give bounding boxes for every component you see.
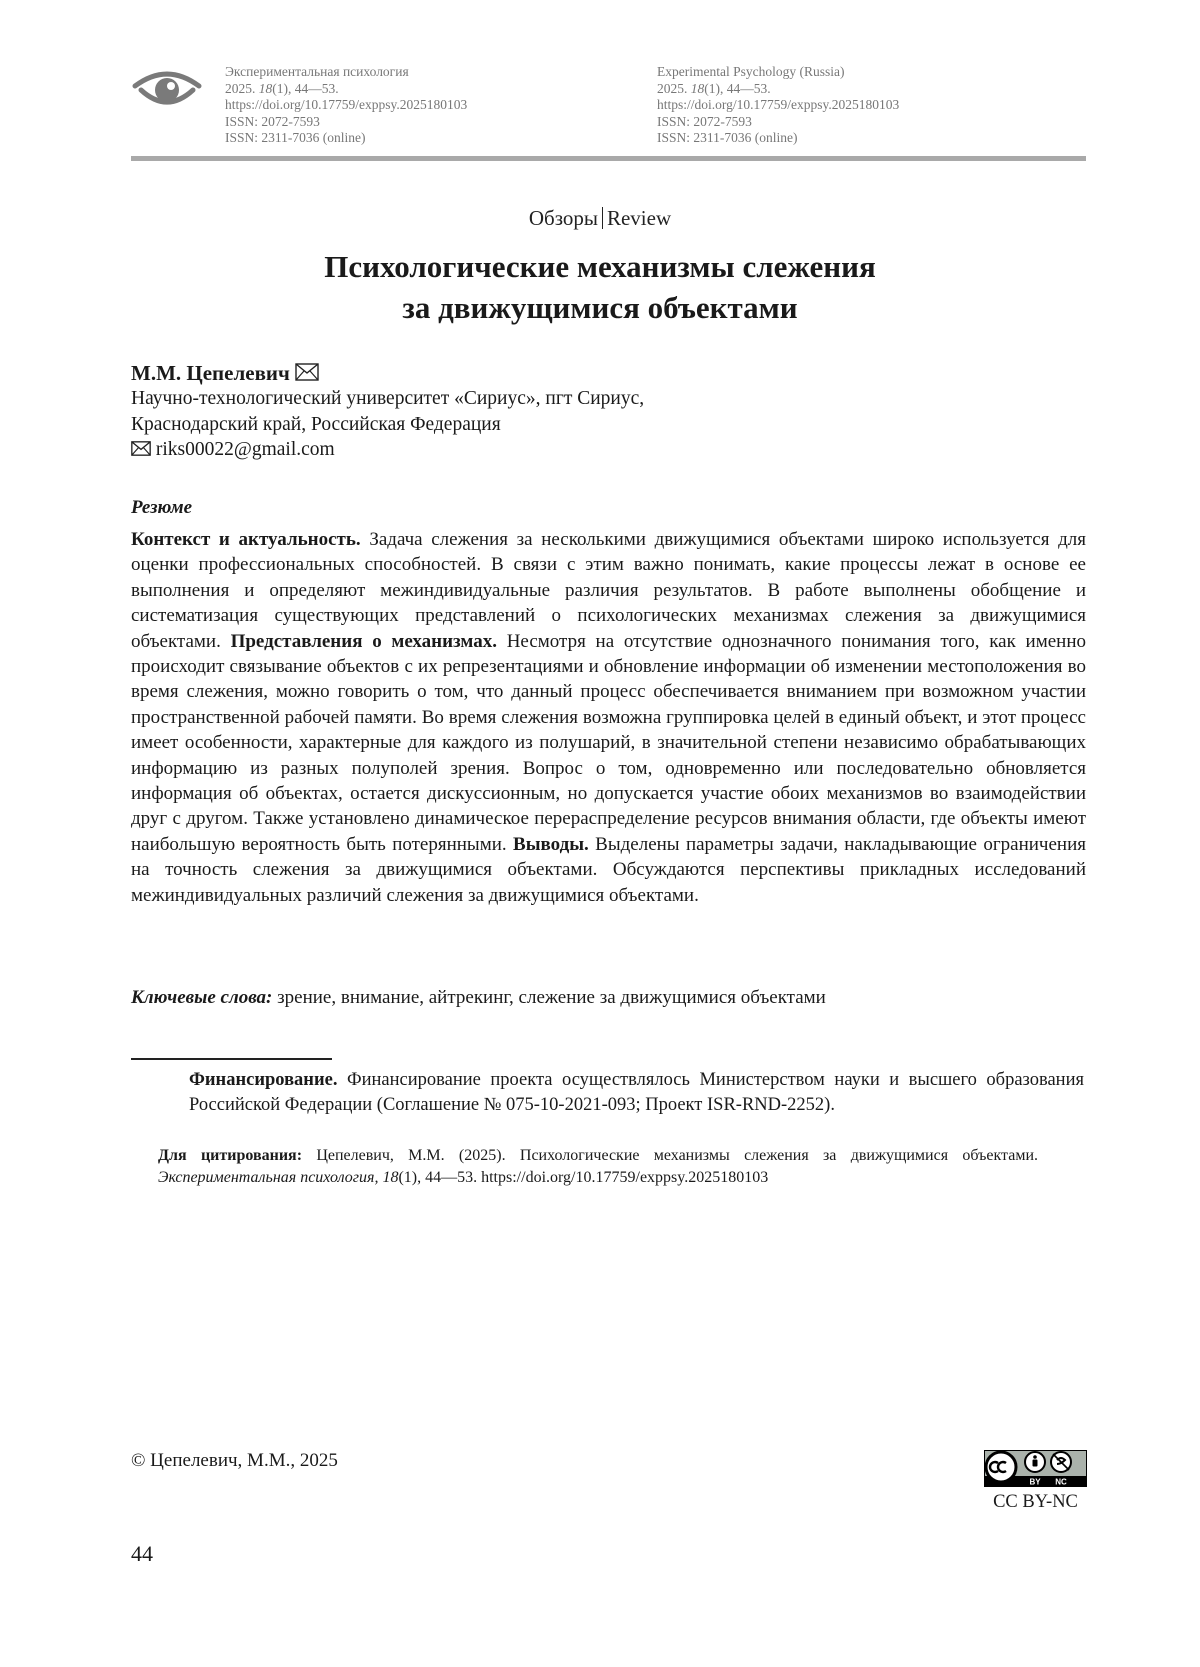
funding-note bbox=[189, 1068, 1084, 1118]
funding-label: Финансирование. bbox=[189, 1070, 338, 1090]
author-email-line bbox=[131, 437, 1081, 463]
cc-license-badge-icon[interactable] bbox=[984, 1450, 1087, 1487]
journal-name-ru: Экспериментальная психология bbox=[225, 64, 409, 79]
issn-online-ru: ISSN: 2311-7036 (online) bbox=[225, 130, 366, 145]
mechanisms-text: Несмотря на отсутствие однозначного понимания того, как именно происходит связывание объектов с их репрезентациями и обновление информации об изменении местоположения во время слежения, можно говорить о том, что данный процесс обеспечивается вниманием при возможном участии пространственной рабочей памяти. Во время слежения возможна группировка целей в единый объект, и этот процесс имеет особенности, характерные для каждого из полушарий, в значительной степени независимо обрабатывающих информацию из разных полуполей зрения. Вопрос о том, одновременно или последовательно обновляется информация об объектах, остается дискуссионным, но допускается участие обоих механизмов во взаимодействии друг с другом. Также установлено динамическое перераспределение ресурсов внимания области, где объекты имеют наибольшую вероятность быть потерянными. bbox=[131, 630, 1087, 855]
citation-note bbox=[158, 1145, 1038, 1188]
issn-online-en: ISSN: 2311-7036 (online) bbox=[657, 130, 798, 145]
affiliation-line-2: Краснодарский край, Российская Федерация bbox=[131, 413, 501, 435]
issue-info-ru: 2025. 18(1), 44—53. bbox=[225, 80, 339, 96]
conclusions-text: Выделены параметры задачи, накладывающие ограничения на точность слежения за движущимися объектами. Обсуждаются перспективы прикладных исследований межиндивидуальных различий слежения за движущимися объектами. bbox=[131, 833, 1086, 906]
page-number: 44 bbox=[131, 1541, 153, 1566]
eye-icon bbox=[131, 64, 203, 114]
citation-text: Цепелевич, М.М. (2025). Психологические механизмы слежения за движущимися объектами. bbox=[302, 1147, 1038, 1164]
abstract-text bbox=[131, 527, 1086, 908]
abstract bbox=[131, 497, 1086, 908]
license-label: CC BY-NC bbox=[993, 1492, 1078, 1512]
header-right-column bbox=[657, 64, 899, 147]
context-text: Задача слежения за несколькими движущимися объектами широко используется для оценки профессиональных способностей. В связи с этим важно понимать, какие процессы лежат в основе ее выполнения и определяют межиндивидуальные различия результатов. В работе выполнены обобщение и систематизация существующих представлений о психологических механизмах слежения за движущимися объектами. bbox=[131, 529, 1086, 652]
citation-journal: Экспериментальная психология, 18 bbox=[158, 1168, 399, 1186]
issue-info-en: 2025. 18(1), 44—53. bbox=[657, 80, 771, 96]
doi-link-ru[interactable]: https://doi.org/10.17759/exppsy.2025180103 bbox=[225, 97, 468, 112]
mechanisms-label: Представления о механизмах. bbox=[230, 630, 497, 652]
citation-tail[interactable]: (1), 44—53. https://doi.org/10.17759/exppsy.2025180103 bbox=[398, 1168, 769, 1186]
author-name: М.М. Цепелевич bbox=[131, 361, 290, 385]
article-rubric bbox=[0, 206, 1200, 231]
header-divider bbox=[131, 156, 1086, 161]
envelope-icon bbox=[131, 441, 151, 456]
doi-link-en[interactable]: https://doi.org/10.17759/exppsy.2025180103 bbox=[657, 97, 900, 112]
author-block bbox=[131, 360, 1081, 463]
journal-name-en: Experimental Psychology (Russia) bbox=[657, 64, 845, 79]
svg-text:BY: BY bbox=[1029, 1477, 1041, 1487]
affiliation-line-1: Научно-технологический университет «Сириус», пгт Сириус, bbox=[131, 388, 645, 409]
article-title bbox=[0, 246, 1200, 328]
title-line-2: за движущимися объектами bbox=[402, 290, 798, 325]
header-left-column bbox=[225, 64, 467, 147]
keywords-label: Ключевые слова: bbox=[131, 987, 273, 1008]
author-email[interactable]: riks00022@gmail.com bbox=[155, 439, 335, 460]
rubric-en: Review bbox=[606, 206, 672, 230]
issn-print-en: ISSN: 2072-7593 bbox=[657, 113, 752, 129]
funding-text: Финансирование проекта осуществлялось Министерством науки и высшего образования Российской Федерации (Соглашение № 075-10-2021-093; Проект ISR-RND-2252). bbox=[189, 1070, 1084, 1115]
context-label: Контекст и актуальность. bbox=[131, 529, 361, 550]
author-name-line bbox=[131, 360, 1081, 386]
conclusions-label: Выводы. bbox=[513, 833, 589, 855]
citation-label: Для цитирования: bbox=[158, 1147, 303, 1164]
keywords-text: зрение, внимание, айтрекинг, слежение за движущимися объектами bbox=[272, 987, 826, 1008]
copyright: © Цепелевич, М.М., 2025 bbox=[131, 1450, 338, 1471]
footnote-divider bbox=[131, 1058, 332, 1060]
journal-header bbox=[131, 60, 1086, 164]
svg-text:NC: NC bbox=[1055, 1477, 1067, 1487]
envelope-icon bbox=[295, 363, 319, 381]
keywords bbox=[131, 987, 1086, 1009]
title-line-1: Психологические механизмы слежения bbox=[324, 249, 876, 284]
abstract-heading: Резюме bbox=[131, 497, 193, 518]
rubric-separator bbox=[602, 207, 603, 229]
issn-print-ru: ISSN: 2072-7593 bbox=[225, 113, 320, 129]
rubric-ru: Обзоры bbox=[528, 206, 598, 230]
